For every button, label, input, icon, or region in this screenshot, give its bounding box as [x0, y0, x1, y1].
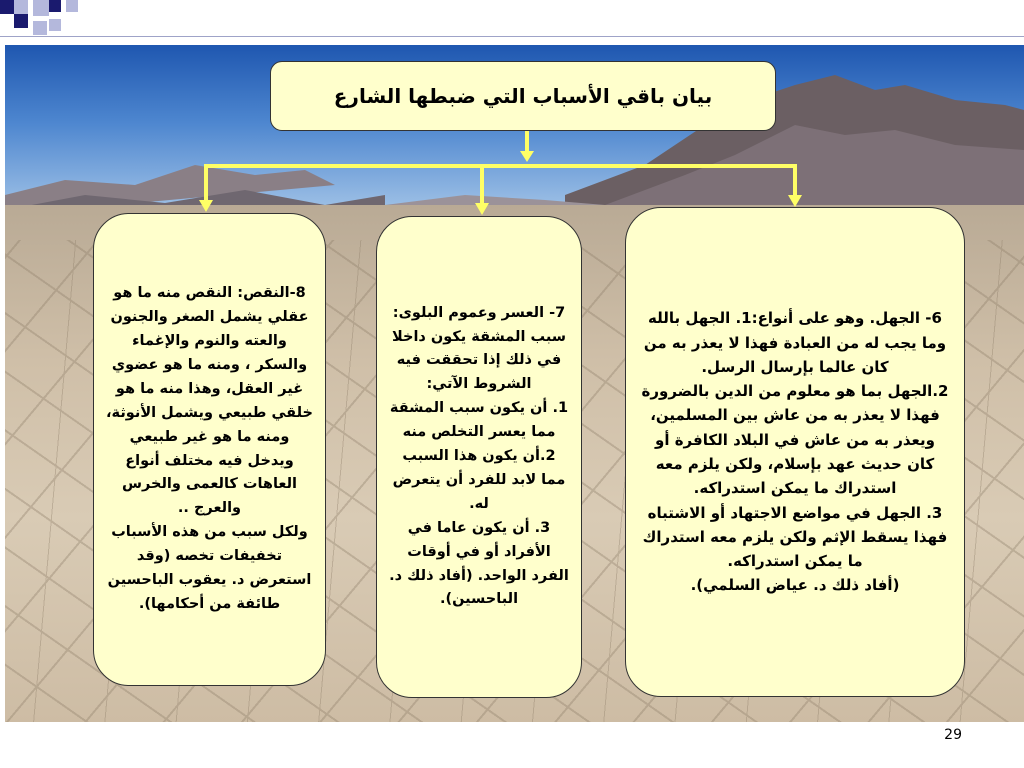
card-middle-line-1: 7- العسر وعموم البلوى: سبب المشقة يكون داخلا في ذلك إذا تحققت فيه الشروط الآتي: [391, 304, 566, 393]
card-deficiency [93, 213, 326, 686]
slide-title: بيان باقي الأسباب التي ضبطها الشارع [270, 61, 776, 131]
card-hardship [376, 216, 582, 698]
slide-number: 29 [944, 727, 962, 743]
card-right-line-3: 3. الجهل في مواضع الاجتهاد أو الاشتباه فهذا يسقط الإثم ولكن يلزم معه استدراك ما يمكن استدراكه. [642, 503, 948, 571]
card-middle-line-4: 3. أن يكون عاما في الأفراد أو في أوقات الفرد الواحد. (أفاد ذلك د. الباحسين). [389, 519, 569, 608]
title-arrow-icon [520, 151, 534, 162]
card-right-line-1: 6- الجهل. وهو على أنواع:1. الجهل بالله وما يجب له من العبادة فهذا لا يعذر به من كان عالما بإرسال الرسل. [643, 309, 947, 376]
card-left-line-1: 8-النقص: النقص منه ما هو عقلي يشمل الصغر والجنون والعته والنوم والإغماء والسكر ، ومنه ما هو عضوي غير العقل، وهذا منه ما هو خلقي طبيعي ويشمل الأنوثة، ومنه ما هو غير طبيعي ويدخل فيه مختلف أنواع العاهات كالعمى والخرس والعرج .. [106, 285, 313, 517]
card-middle-line-3: 2.أن يكون هذا السبب مما لابد للفرد أن يتعرض له. [392, 448, 566, 512]
card-middle-line-2: 1. أن يكون سبب المشقة مما يعسر التخلص منه [389, 400, 569, 441]
right-arrow-icon [788, 195, 802, 207]
middle-arrow-icon [475, 203, 489, 215]
card-right-line-2: 2.الجهل بما هو معلوم من الدين بالضرورة فهذا لا يعذر به من عاش بين المسلمين، ويعذر به من عاش في البلاد الكافرة أو كان حديث عهد بإسلام، ولكن يلزم معه استدراك ما يمكن استدراكه. [641, 382, 949, 498]
left-arrow-icon [199, 200, 213, 212]
card-ignorance [625, 207, 965, 697]
card-right-line-4: (أفاد ذلك د. عياض السلمي). [690, 576, 900, 595]
card-left-line-2: ولكل سبب من هذه الأسباب تخفيفات تخصه (وقد استعرض د. يعقوب الباحسين طائفة من أحكامها). [107, 524, 312, 612]
